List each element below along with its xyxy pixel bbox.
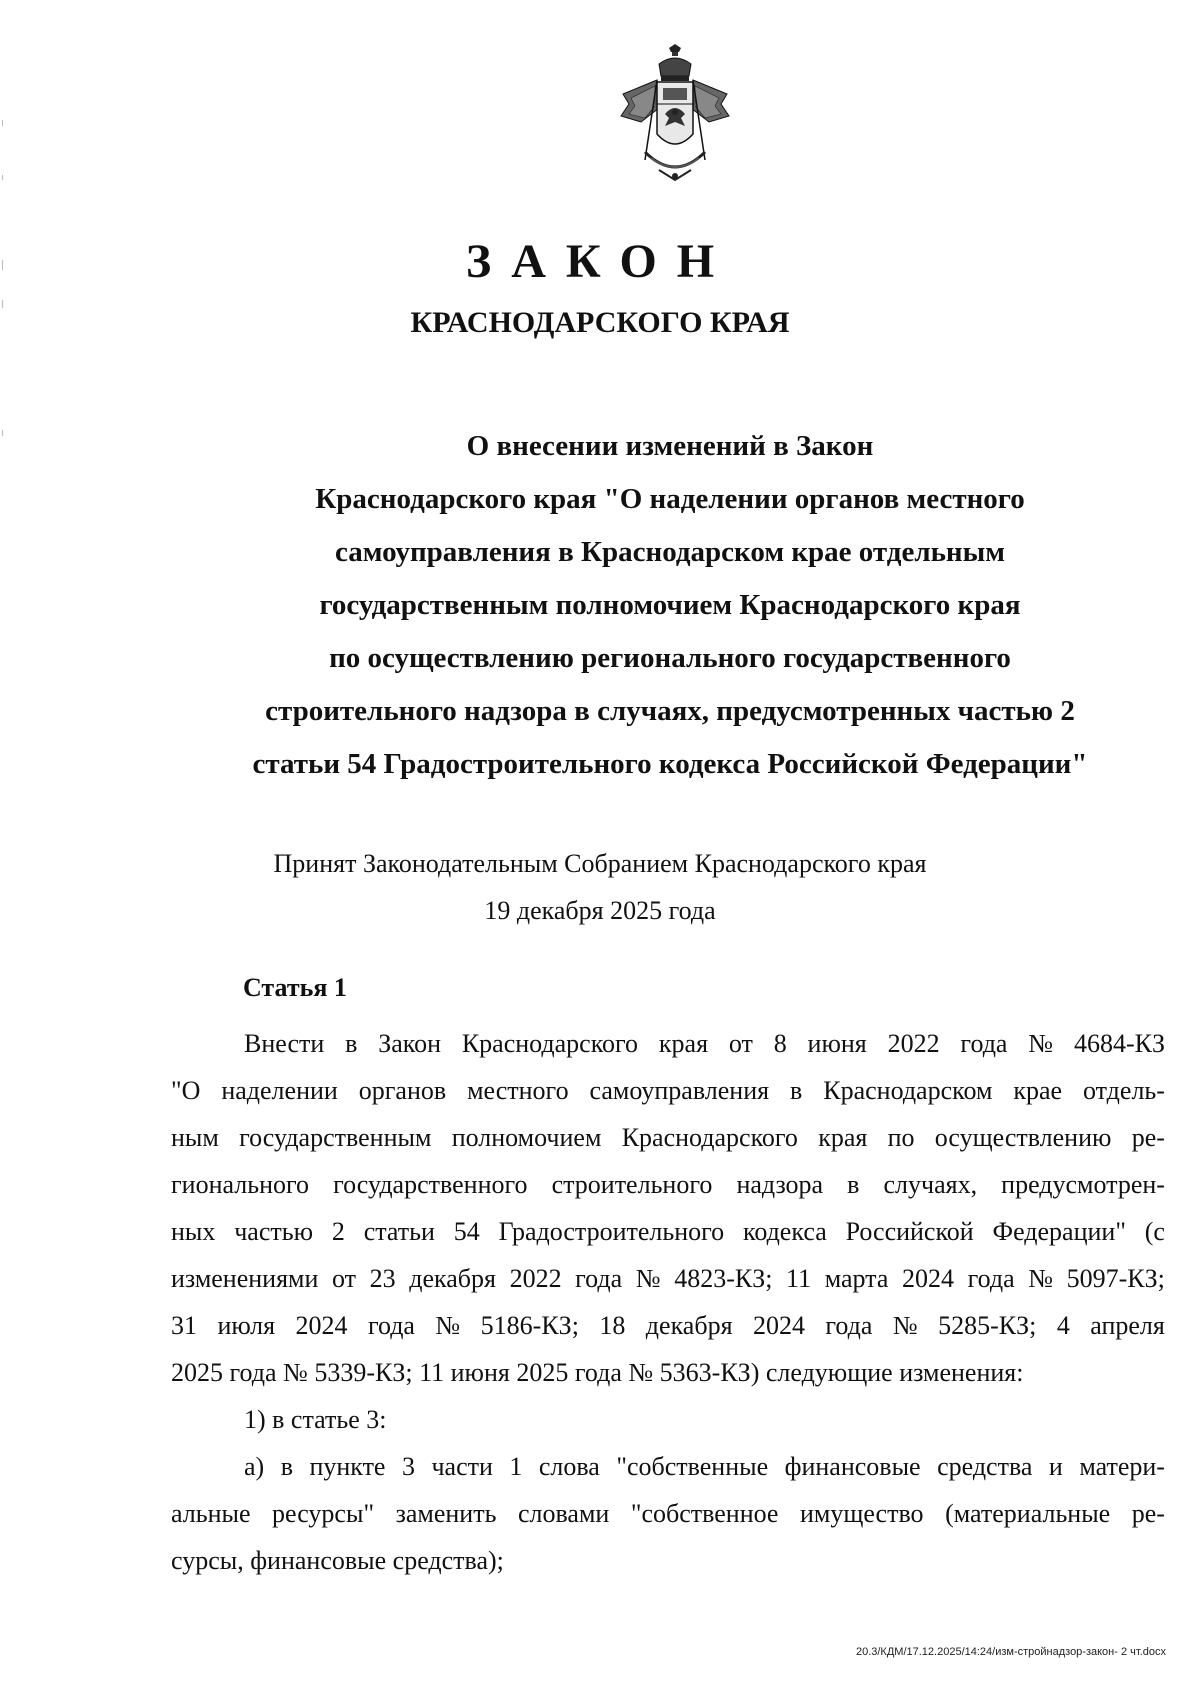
body-line: 2025 года № 5339-КЗ; 11 июня 2025 года № 5363-КЗ) следующие изменения: — [171, 1358, 1024, 1387]
heading-line: строительного надзора в случаях, предусмотренных частью 2 — [265, 695, 1075, 727]
body-line: ным государственным полномочием Краснодарского края по осуществлению ре- — [171, 1123, 1165, 1152]
article-body — [171, 1020, 1165, 1584]
law-title: ЗАКОН — [465, 235, 735, 288]
heading-line: самоуправления в Краснодарском крае отдельным — [334, 536, 1006, 568]
heading-line: государственным полномочием Краснодарского края — [319, 589, 1021, 621]
body-line: изменениями от 23 декабря 2022 года № 4823-КЗ; 11 марта 2024 года № 5097-КЗ; — [171, 1264, 1165, 1293]
heading-line: Краснодарского края "О наделении органов местного — [315, 483, 1025, 515]
heading-line: О внесении изменений в Закон — [466, 430, 874, 462]
adoption-line: Принят Законодательным Собранием Краснодарского края — [273, 849, 927, 878]
body-line: "О наделении органов местного самоуправления в Краснодарском крае отдель- — [171, 1076, 1165, 1105]
article-title: Статья 1 — [243, 973, 347, 1002]
adoption-note — [0, 840, 1200, 934]
heading-line: статьи 54 Градостроительного кодекса Российской Федерации" — [252, 748, 1088, 780]
body-line: альные ресурсы" заменить словами "собственное имущество (материальные ре- — [171, 1499, 1165, 1528]
body-line: ных частью 2 статьи 54 Градостроительного кодекса Российской Федерации" (с — [171, 1217, 1165, 1246]
law-subtitle: КРАСНОДАРСКОГО КРАЯ — [410, 306, 790, 339]
body-line: 1) в статье 3: — [244, 1405, 387, 1434]
body-line: 31 июля 2024 года № 5186-КЗ; 18 декабря 2024 года № 5285-КЗ; 4 апреля — [171, 1311, 1165, 1340]
heading-line: по осуществлению регионального государственного — [329, 642, 1011, 674]
coat-of-arms-icon — [615, 42, 735, 192]
body-line: гионального государственного строительного надзора в случаях, предусмотрен- — [171, 1170, 1165, 1199]
body-line: Внести в Закон Краснодарского края от 8 июня 2022 года № 4684-КЗ — [244, 1029, 1165, 1058]
body-line: а) в пункте 3 части 1 слова "собственные финансовые средства и матери- — [244, 1452, 1165, 1481]
body-line: сурсы, финансовые средства); — [171, 1546, 504, 1575]
file-footer: 20.3/КДМ/17.12.2025/14:24/изм-стройнадзор-закон- 2 чт.docx — [855, 1646, 1166, 1658]
adoption-date: 19 декабря 2025 года — [484, 896, 716, 925]
law-heading — [180, 420, 1160, 791]
